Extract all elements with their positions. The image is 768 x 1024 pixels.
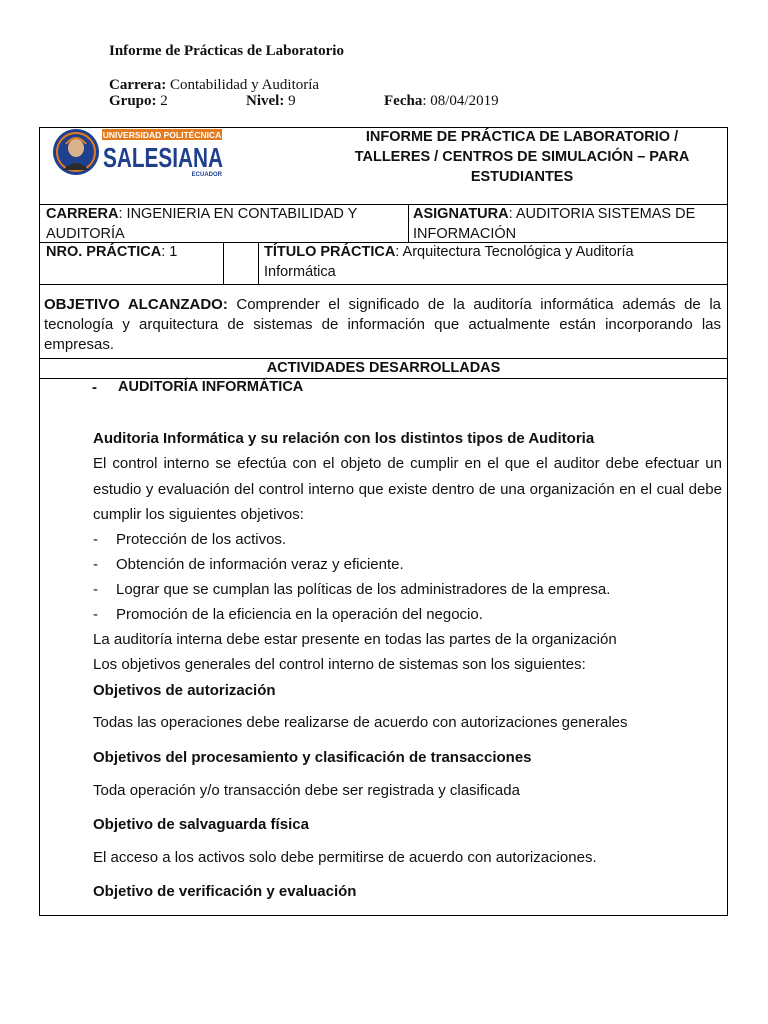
carrera-value-cont: AUDITORÍA bbox=[46, 226, 125, 242]
objective-heading: Objetivo de verificación y evaluación bbox=[93, 883, 357, 900]
table-column-divider bbox=[408, 204, 409, 242]
bullet-dash: - bbox=[93, 581, 98, 598]
actividades-heading: ACTIVIDADES DESARROLLADAS bbox=[266, 360, 501, 376]
asignatura-label: ASIGNATURA bbox=[413, 206, 509, 222]
carrera-header-value: Contabilidad y Auditoría bbox=[169, 77, 320, 93]
university-logo bbox=[50, 126, 226, 178]
nro-practica-cell bbox=[46, 242, 221, 262]
titulo-practica-value-cont: Informática bbox=[264, 264, 336, 280]
grupo-label: Grupo: bbox=[109, 93, 157, 109]
asignatura-value: : AUDITORIA SISTEMAS DE bbox=[508, 206, 696, 222]
bullet-item: Promoción de la eficiencia en la operación del negocio. bbox=[116, 606, 483, 623]
titulo-practica-cell bbox=[264, 242, 726, 282]
objective-text: Todas las operaciones debe realizarse de acuerdo con autorizaciones generales bbox=[93, 714, 628, 731]
bullet-item: Protección de los activos. bbox=[116, 531, 287, 548]
form-title-line: ESTUDIANTES bbox=[470, 169, 574, 185]
form-title-line: INFORME DE PRÁCTICA DE LABORATORIO / bbox=[365, 129, 679, 145]
carrera-label: CARRERA bbox=[46, 206, 119, 222]
asignatura-cell bbox=[413, 204, 725, 244]
nivel-value: 9 bbox=[288, 93, 296, 109]
item-dash: - bbox=[92, 379, 97, 396]
grupo-value: 2 bbox=[160, 93, 168, 109]
nro-practica-label: NRO. PRÁCTICA bbox=[46, 244, 162, 260]
objective-heading: Objetivo de salvaguarda física bbox=[93, 816, 309, 833]
nivel-header bbox=[246, 93, 296, 110]
carrera-value: : INGENIERIA EN CONTABILIDAD Y bbox=[118, 206, 358, 222]
paragraph-line: La auditoría interna debe estar presente en todas las partes de la organización bbox=[93, 631, 617, 648]
table-column-divider bbox=[258, 242, 259, 284]
objective-heading: Objetivos del procesamiento y clasificación de transacciones bbox=[93, 749, 532, 766]
objetivo-line bbox=[44, 295, 721, 315]
paragraph-line: cumplir los siguientes objetivos: bbox=[93, 506, 304, 523]
titulo-practica-label: TÍTULO PRÁCTICA bbox=[264, 244, 396, 260]
nivel-label: Nivel: bbox=[246, 93, 285, 109]
objective-text: El acceso a los activos solo debe permitirse de acuerdo con autorizaciones. bbox=[93, 849, 597, 866]
fecha-label: Fecha bbox=[384, 93, 423, 109]
carrera-header bbox=[109, 77, 319, 94]
titulo-practica-value: : Arquitectura Tecnológica y Auditoría bbox=[395, 244, 634, 260]
asignatura-value-cont: INFORMACIÓN bbox=[413, 226, 517, 242]
objetivo-text: Comprender el significado de la auditoría informática además de la bbox=[236, 296, 721, 313]
bullet-dash: - bbox=[93, 606, 98, 623]
paragraph-line: estudio y evaluación del control interno que existe dentro de una organización en el cual debe bbox=[93, 481, 722, 498]
carrera-cell bbox=[46, 204, 406, 244]
grupo-header bbox=[109, 93, 168, 110]
subheading: Auditoria Informática y su relación con los distintos tipos de Auditoria bbox=[93, 430, 595, 447]
bullet-item: Obtención de información veraz y eficiente. bbox=[116, 556, 404, 573]
paragraph-line: Los objetivos generales del control interno de sistemas son los siguientes: bbox=[93, 656, 586, 673]
item-title: AUDITORÍA INFORMÁTICA bbox=[118, 379, 304, 395]
logo-line2: SALESIANA bbox=[103, 142, 223, 173]
table-divider bbox=[39, 284, 728, 285]
objective-heading: Objetivos de autorización bbox=[93, 682, 276, 699]
carrera-header-label: Carrera: bbox=[109, 77, 167, 93]
bullet-dash: - bbox=[93, 531, 98, 548]
logo-line1: UNIVERSIDAD POLITÉCNICA bbox=[102, 130, 222, 140]
objetivo-text-cont: tecnología y arquitectura de sistemas de información que actualmente están incorporando las bbox=[44, 316, 721, 333]
report-title: Informe de Prácticas de Laboratorio bbox=[109, 43, 344, 59]
form-title bbox=[318, 127, 726, 187]
salesiana-logo-image bbox=[50, 126, 226, 178]
logo-line3: ECUADOR bbox=[191, 172, 222, 178]
fecha-header bbox=[384, 93, 499, 110]
bullet-item: Lograr que se cumplan las políticas de los administradores de la empresa. bbox=[116, 581, 611, 598]
form-title-line: TALLERES / CENTROS DE SIMULACIÓN – PARA bbox=[354, 149, 690, 165]
objective-text: Toda operación y/o transacción debe ser registrada y clasificada bbox=[93, 782, 520, 799]
bullet-dash: - bbox=[93, 556, 98, 573]
paragraph-line: El control interno se efectúa con el objeto de cumplir en el que el auditor debe efectuar un bbox=[93, 455, 722, 472]
nro-practica-value: : 1 bbox=[161, 244, 178, 260]
objetivo-label: OBJETIVO ALCANZADO: bbox=[44, 296, 228, 313]
fecha-value: : 08/04/2019 bbox=[422, 93, 499, 109]
table-column-divider bbox=[223, 242, 224, 284]
objetivo-text-cont: empresas. bbox=[44, 336, 115, 353]
